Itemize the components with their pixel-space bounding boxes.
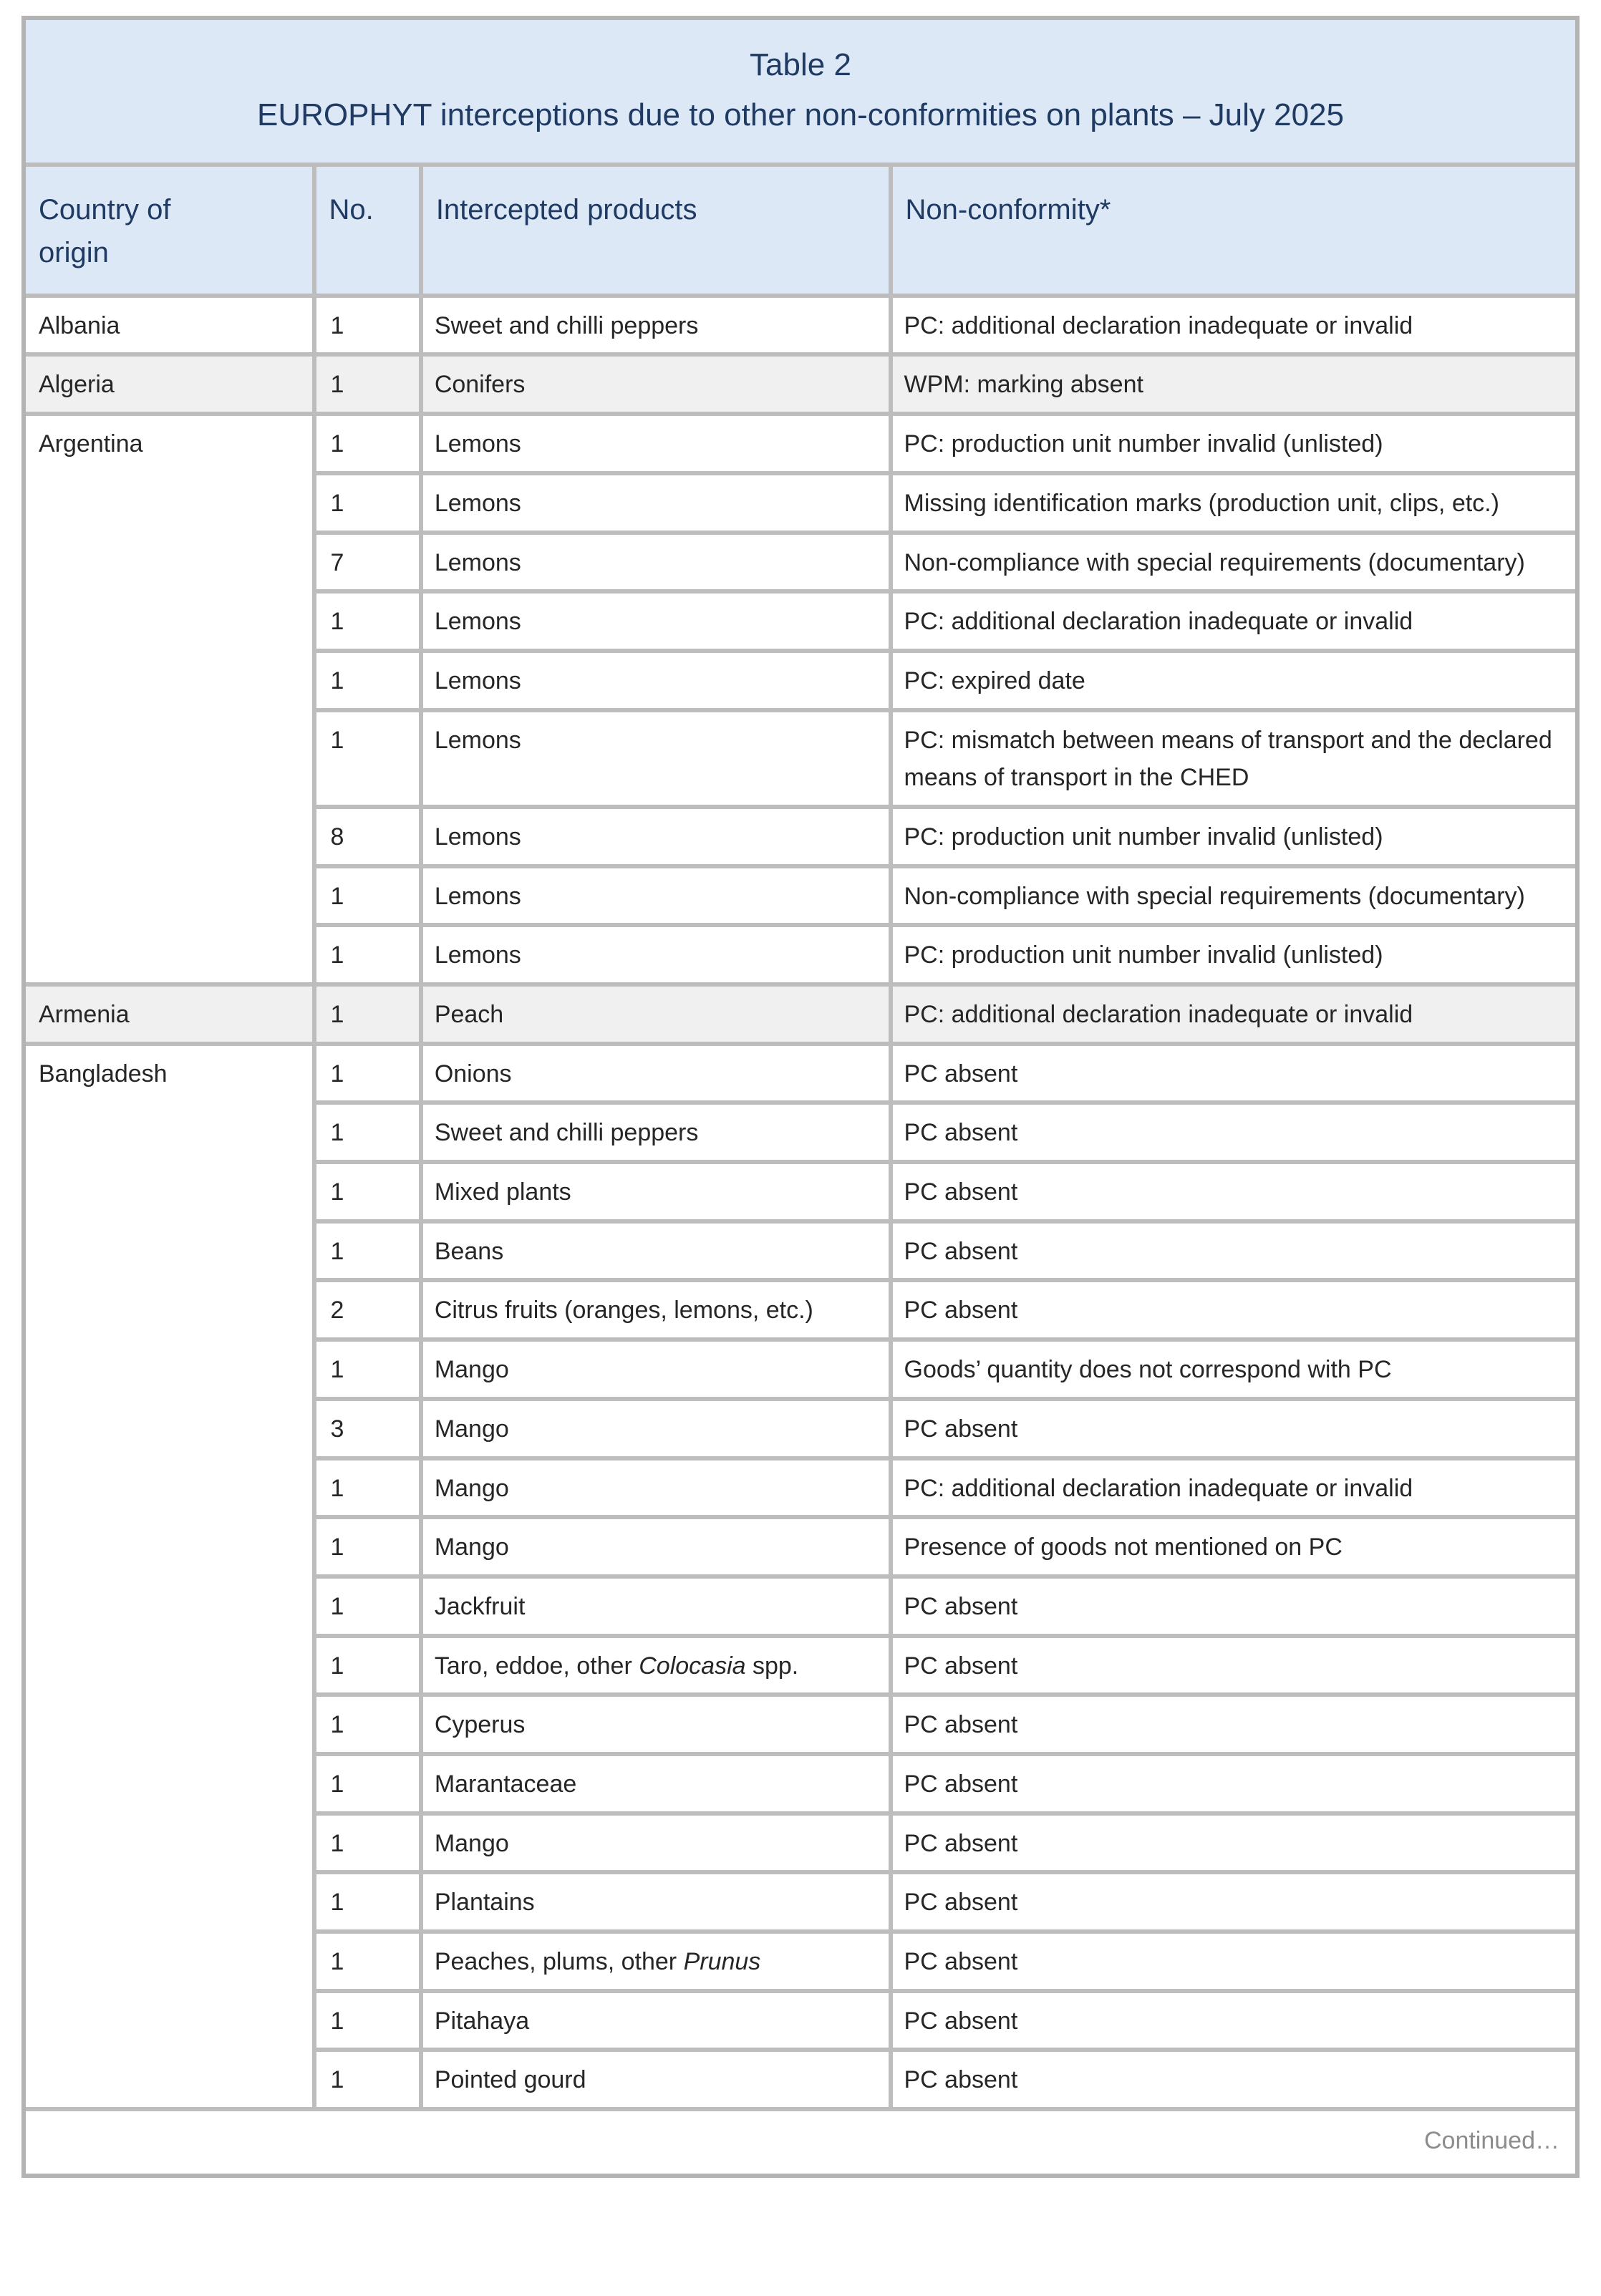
nonconformity-cell: PC absent	[891, 1280, 1576, 1340]
count-cell: 1	[314, 296, 421, 355]
product-cell: Mango	[421, 1813, 891, 1873]
nonconformity-cell: PC absent	[891, 1813, 1576, 1873]
product-cell: Taro, eddoe, other Colocasia spp.	[421, 1636, 891, 1695]
product-cell: Lemons	[421, 710, 891, 807]
nonconformity-cell: PC: mismatch between means of transport and the declared means of transport in the CHED	[891, 710, 1576, 807]
nonconformity-cell: Missing identification marks (production unit, clips, etc.)	[891, 473, 1576, 533]
count-cell: 1	[314, 1813, 421, 1873]
count-cell: 1	[314, 1754, 421, 1813]
count-cell: 1	[314, 1340, 421, 1399]
interceptions-table	[21, 16, 1580, 2178]
nonconformity-cell: PC absent	[891, 1754, 1576, 1813]
nonconformity-cell: PC: additional declaration inadequate or invalid	[891, 1458, 1576, 1518]
table-number: Table 2	[750, 47, 851, 82]
nonconformity-cell: PC absent	[891, 1044, 1576, 1103]
nonconformity-cell: PC absent	[891, 1872, 1576, 1932]
col-header-nonconformity: Non-conformity*	[891, 167, 1576, 296]
nonconformity-cell: Presence of goods not mentioned on PC	[891, 1517, 1576, 1576]
product-cell: Cyperus	[421, 1695, 891, 1754]
count-cell: 1	[314, 1872, 421, 1932]
product-cell: Mango	[421, 1517, 891, 1576]
count-cell: 1	[314, 1221, 421, 1281]
count-cell: 1	[314, 473, 421, 533]
count-cell: 1	[314, 1991, 421, 2050]
count-cell: 7	[314, 533, 421, 592]
nonconformity-cell: Non-compliance with special requirements (documentary)	[891, 533, 1576, 592]
count-cell: 1	[314, 1695, 421, 1754]
table-row	[26, 1044, 1575, 1103]
count-cell: 8	[314, 807, 421, 866]
nonconformity-cell: PC: production unit number invalid (unlisted)	[891, 925, 1576, 984]
count-cell: 1	[314, 651, 421, 710]
count-cell: 1	[314, 710, 421, 807]
nonconformity-cell: PC: additional declaration inadequate or invalid	[891, 296, 1576, 355]
product-cell: Peach	[421, 984, 891, 1044]
country-cell: Albania	[26, 296, 314, 355]
count-cell: 1	[314, 1576, 421, 1636]
col-header-country-label: Country of origin	[39, 193, 171, 268]
country-cell: Bangladesh	[26, 1044, 314, 2109]
nonconformity-cell: Non-compliance with special requirements (documentary)	[891, 866, 1576, 926]
product-cell: Lemons	[421, 414, 891, 473]
product-cell: Beans	[421, 1221, 891, 1281]
count-cell: 1	[314, 414, 421, 473]
table-row	[26, 296, 1575, 355]
product-cell: Lemons	[421, 925, 891, 984]
product-cell: Mixed plants	[421, 1162, 891, 1221]
product-cell: Marantaceae	[421, 1754, 891, 1813]
nonconformity-cell: PC: expired date	[891, 651, 1576, 710]
col-header-no: No.	[314, 167, 421, 296]
count-cell: 1	[314, 1044, 421, 1103]
nonconformity-cell: PC absent	[891, 1636, 1576, 1695]
count-cell: 3	[314, 1399, 421, 1458]
product-cell: Pitahaya	[421, 1991, 891, 2050]
product-cell: Conifers	[421, 354, 891, 414]
country-cell: Argentina	[26, 414, 314, 984]
country-cell: Armenia	[26, 984, 314, 1044]
product-cell: Mango	[421, 1340, 891, 1399]
count-cell: 1	[314, 925, 421, 984]
product-cell: Sweet and chilli peppers	[421, 1103, 891, 1162]
country-cell: Algeria	[26, 354, 314, 414]
product-cell: Mango	[421, 1458, 891, 1518]
count-cell: 1	[314, 2050, 421, 2109]
continued-label: Continued…	[1423, 2127, 1559, 2155]
count-cell: 1	[314, 984, 421, 1044]
nonconformity-cell: PC absent	[891, 1162, 1576, 1221]
count-cell: 1	[314, 354, 421, 414]
table-footer	[26, 2111, 1575, 2174]
count-cell: 1	[314, 1103, 421, 1162]
product-cell: Pointed gourd	[421, 2050, 891, 2109]
count-cell: 1	[314, 1932, 421, 1991]
table-title	[26, 20, 1575, 167]
nonconformity-cell: PC absent	[891, 2050, 1576, 2109]
product-cell: Lemons	[421, 807, 891, 866]
table-row	[26, 984, 1575, 1044]
product-cell: Lemons	[421, 473, 891, 533]
product-cell: Sweet and chilli peppers	[421, 296, 891, 355]
nonconformity-cell: PC: production unit number invalid (unlisted)	[891, 807, 1576, 866]
table-body	[26, 296, 1575, 2109]
product-cell: Lemons	[421, 591, 891, 651]
product-cell: Mango	[421, 1399, 891, 1458]
product-cell: Onions	[421, 1044, 891, 1103]
nonconformity-cell: PC: additional declaration inadequate or invalid	[891, 591, 1576, 651]
product-cell: Jackfruit	[421, 1576, 891, 1636]
product-cell: Citrus fruits (oranges, lemons, etc.)	[421, 1280, 891, 1340]
count-cell: 1	[314, 866, 421, 926]
nonconformity-cell: PC absent	[891, 1695, 1576, 1754]
product-cell: Lemons	[421, 533, 891, 592]
data-table	[26, 167, 1575, 2111]
nonconformity-cell: WPM: marking absent	[891, 354, 1576, 414]
count-cell: 1	[314, 1162, 421, 1221]
count-cell: 1	[314, 591, 421, 651]
product-cell: Lemons	[421, 651, 891, 710]
count-cell: 1	[314, 1636, 421, 1695]
col-header-country	[26, 167, 314, 296]
nonconformity-cell: Goods’ quantity does not correspond with PC	[891, 1340, 1576, 1399]
nonconformity-cell: PC absent	[891, 1399, 1576, 1458]
count-cell: 2	[314, 1280, 421, 1340]
count-cell: 1	[314, 1517, 421, 1576]
table-row	[26, 354, 1575, 414]
nonconformity-cell: PC absent	[891, 1221, 1576, 1281]
table-caption: EUROPHYT interceptions due to other non-conformities on plants – July 2025	[257, 97, 1344, 133]
col-header-products: Intercepted products	[421, 167, 891, 296]
table-row	[26, 414, 1575, 473]
nonconformity-cell: PC absent	[891, 1991, 1576, 2050]
nonconformity-cell: PC absent	[891, 1932, 1576, 1991]
product-cell: Peaches, plums, other Prunus	[421, 1932, 891, 1991]
nonconformity-cell: PC: production unit number invalid (unlisted)	[891, 414, 1576, 473]
nonconformity-cell: PC: additional declaration inadequate or invalid	[891, 984, 1576, 1044]
header-row	[26, 167, 1575, 296]
product-cell: Plantains	[421, 1872, 891, 1932]
count-cell: 1	[314, 1458, 421, 1518]
nonconformity-cell: PC absent	[891, 1576, 1576, 1636]
nonconformity-cell: PC absent	[891, 1103, 1576, 1162]
product-cell: Lemons	[421, 866, 891, 926]
